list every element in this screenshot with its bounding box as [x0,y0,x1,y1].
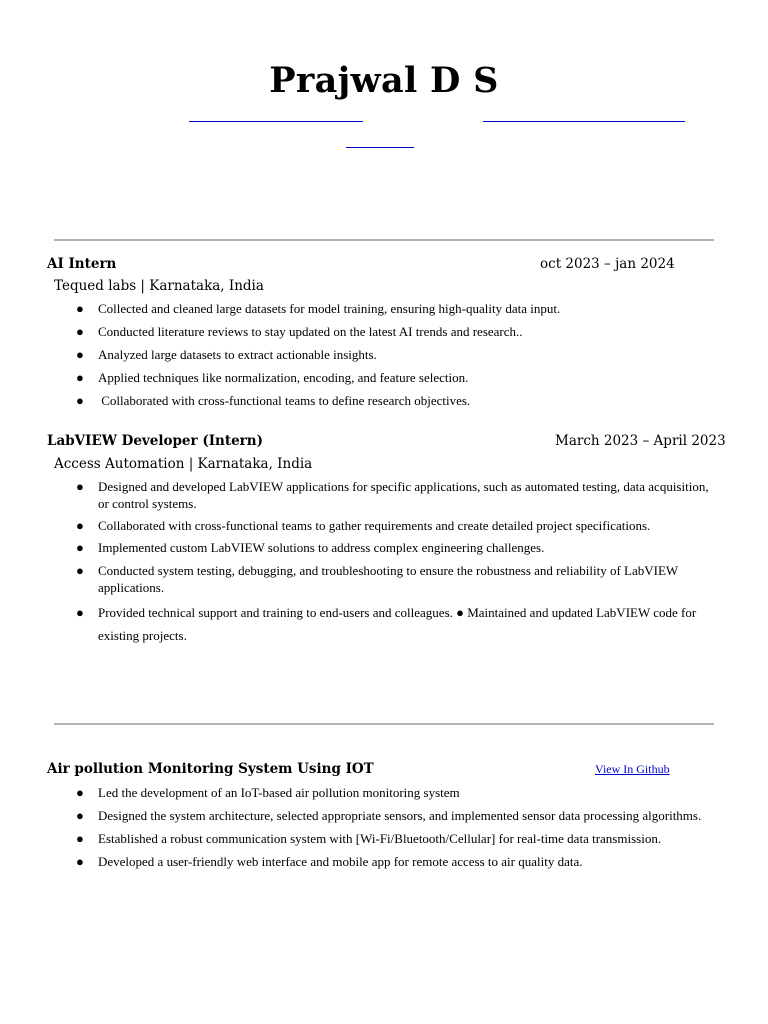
bullet-icon: ● [76,479,84,494]
bullet-text: Implemented custom LabVIEW solutions to address complex engineering challenges. [98,540,545,555]
list-item [76,853,716,870]
bullet-text: Established a robust communication system with [Wi-Fi/Bluetooth/Cellular] for real-time data transmission. [98,831,662,846]
list-item [76,478,716,512]
section-divider-projects [54,723,714,725]
bullet-text: Designed and developed LabVIEW applications for specific applications, such as automated testing, data acquisition, or control systems. [98,479,709,511]
contact-link-3[interactable] [346,147,414,148]
bullet-text: Analyzed large datasets to extract actionable insights. [98,347,377,362]
list-item [76,830,716,847]
bullet-icon: ● [76,301,84,316]
project-bullet-list [76,784,716,870]
bullet-icon: ● [76,831,84,846]
bullet-icon: ● [76,370,84,385]
section-divider-experience [54,239,714,241]
bullet-text: Conducted literature reviews to stay updated on the latest AI trends and research.. [98,324,523,339]
list-item [76,369,716,386]
bullet-text: Collected and cleaned large datasets for model training, ensuring high-quality data input. [98,301,561,316]
job-dates: oct 2023 – jan 2024 [540,256,675,272]
bullet-text: Collaborated with cross-functional teams to define research objectives. [98,393,471,408]
list-item [76,323,716,340]
bullet-text: Designed the system architecture, selected appropriate sensors, and implemented sensor data processing algorithms. [98,808,702,823]
job-title: LabVIEW Developer (Intern) [47,433,263,449]
bullet-text: Developed a user-friendly web interface and mobile app for remote access to air quality data. [98,854,583,869]
bullet-icon: ● [76,605,84,620]
job-dates: March 2023 – April 2023 [555,433,726,449]
job-title: AI Intern [47,256,117,272]
bullet-text: Conducted system testing, debugging, and troubleshooting to ensure the robustness and reliability of LabVIEW applications. [98,563,678,595]
bullet-text: Applied techniques like normalization, encoding, and feature selection. [98,370,469,385]
list-item [76,601,716,647]
bullet-icon: ● [76,324,84,339]
list-item [76,807,716,824]
project-title: Air pollution Monitoring System Using IOT [47,761,374,777]
list-item [76,784,716,801]
bullet-icon: ● [76,785,84,800]
list-item [76,392,716,409]
job-organization: Access Automation | Karnataka, India [54,456,313,472]
list-item [76,300,716,317]
contact-link-1[interactable] [189,121,363,122]
candidate-name: Prajwal D S [269,60,499,101]
bullet-icon: ● [76,563,84,578]
bullet-icon: ● [76,518,84,533]
bullet-text: Led the development of an IoT-based air pollution monitoring system [98,785,460,800]
job-organization: Tequed labs | Karnataka, India [54,278,264,294]
bullet-icon: ● [76,393,84,408]
list-item [76,539,716,556]
list-item [76,562,716,596]
bullet-text: Collaborated with cross-functional teams to gather requirements and create detailed project specifications. [98,518,651,533]
bullet-icon: ● [76,540,84,555]
bullet-icon: ● [76,347,84,362]
list-item [76,517,716,534]
bullet-icon: ● [76,854,84,869]
bullet-icon: ● [76,808,84,823]
contact-link-2[interactable] [483,121,685,122]
job-bullet-list [76,478,716,647]
bullet-text: Provided technical support and training to end-users and colleagues. ● Maintained and updated LabVIEW code for existing projects. [98,605,697,643]
job-bullet-list [76,300,716,409]
list-item [76,346,716,363]
github-link[interactable]: View In Github [595,762,670,776]
